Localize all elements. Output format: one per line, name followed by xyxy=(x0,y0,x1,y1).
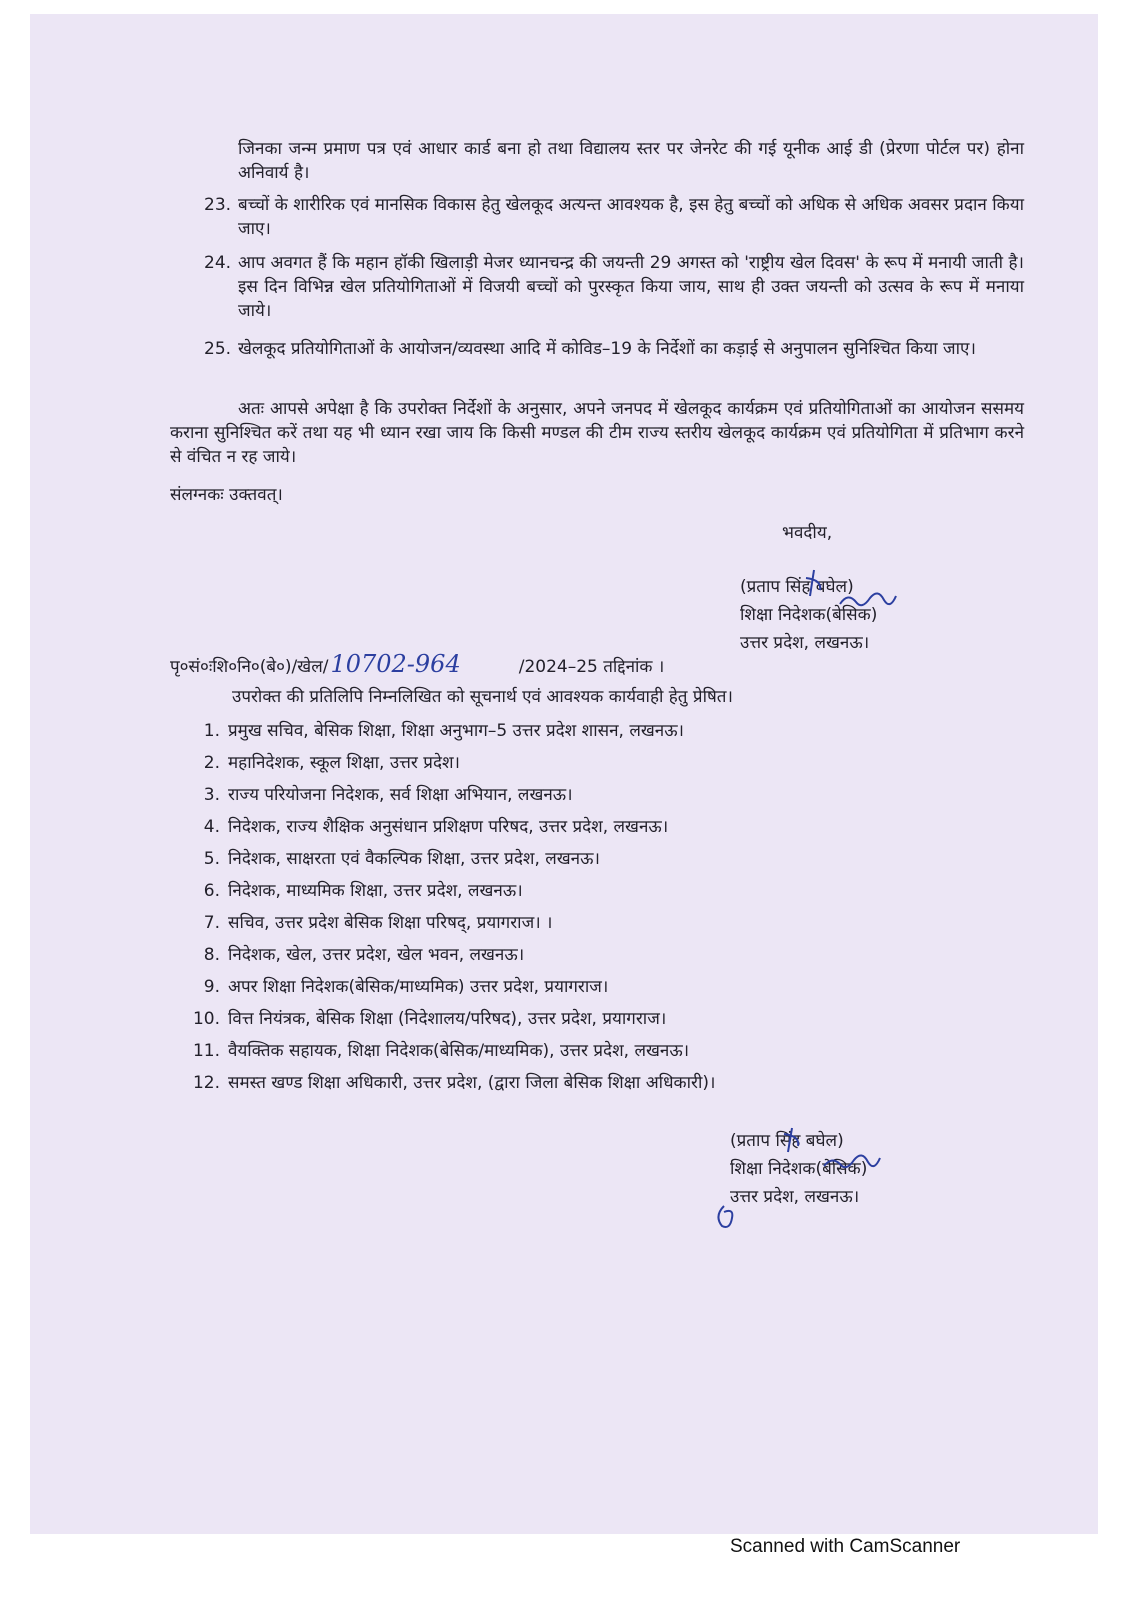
list-text: राज्य परियोजना निदेशक, सर्व शिक्षा अभियान, लखनऊ। xyxy=(228,785,573,805)
reference-line xyxy=(170,648,664,682)
point-number: 25. xyxy=(204,339,232,359)
list-number: 9. xyxy=(203,977,220,997)
list-number: 2. xyxy=(203,753,220,773)
list-number: 12. xyxy=(192,1073,220,1093)
list-text: निदेशक, साक्षरता एवं वैकल्पिक शिक्षा, उत्तर प्रदेश, लखनऊ। xyxy=(228,849,600,869)
point-text: खेलकूद प्रतियोगिताओं के आयोजन/व्यवस्था आदि में कोविड–19 के निर्देशों का कड़ाई से अनुपालन सुनिश्चित किया जाए। xyxy=(238,339,976,359)
list-number: 10. xyxy=(192,1009,220,1029)
point-number: 23. xyxy=(204,195,232,215)
point-text: आप अवगत हैं कि महान हॉकी खिलाड़ी मेजर ध्यानचन्द्र की जयन्ती 29 अगस्त को 'राष्ट्रीय खेल दिवस' के रूप में मनायी जाती है। इस दिन विभिन्न खेल प्रतियोगिताओं में विजयी बच्चों को पुरस्कृत किया जाय, साथ ही उक्त जयन्ती को उत्सव के रूप में मनाया जाये। xyxy=(238,253,1024,321)
list-number: 7. xyxy=(203,913,220,933)
list-text: समस्त खण्ड शिक्षा अधिकारी, उत्तर प्रदेश, (द्वारा जिला बेसिक शिक्षा अधिकारी)। xyxy=(228,1073,716,1093)
list-item xyxy=(190,976,608,1000)
reference-prefix: पृ०सं०ःशि०नि०(बे०)/खेल/ xyxy=(170,657,329,677)
handwritten-dispatch-number: 10702-964 xyxy=(330,650,461,678)
scanner-watermark: Scanned with CamScanner xyxy=(730,1536,961,1557)
list-item xyxy=(190,1008,666,1032)
list-number: 11. xyxy=(192,1041,220,1061)
list-item xyxy=(190,816,668,840)
list-item xyxy=(190,848,600,872)
list-number: 3. xyxy=(203,785,220,805)
list-number: 1. xyxy=(203,721,220,741)
signatory-designation: शिक्षा निदेशक(बेसिक) xyxy=(730,1159,868,1179)
continuation-paragraph: जिनका जन्म प्रमाण पत्र एवं आधार कार्ड बना हो तथा विद्यालय स्तर पर जेनरेट की गई यूनीक आई डी (प्रेरणा पोर्टल पर) होना अनिवार्य है। xyxy=(238,139,1024,183)
list-item xyxy=(190,912,553,936)
signatory-name: (प्रताप सिंह बघेल) xyxy=(740,577,854,597)
list-item xyxy=(190,1072,715,1096)
list-item xyxy=(190,720,684,744)
list-number: 8. xyxy=(203,945,220,965)
point-24 xyxy=(204,252,1024,323)
copy-intro: उपरोक्त की प्रतिलिपि निम्नलिखित को सूचनार्थ एवं आवश्यक कार्यवाही हेतु प्रेषित। xyxy=(232,687,733,707)
list-text: सचिव, उत्तर प्रदेश बेसिक शिक्षा परिषद्, प्रयागराज। । xyxy=(228,913,553,933)
list-text: प्रमुख सचिव, बेसिक शिक्षा, शिक्षा अनुभाग–5 उत्तर प्रदेश शासन, लखनऊ। xyxy=(228,721,684,741)
point-25 xyxy=(204,338,1024,362)
list-item xyxy=(190,1040,689,1064)
list-item xyxy=(190,752,460,776)
list-number: 5. xyxy=(203,849,220,869)
salutation: भवदीय, xyxy=(782,523,833,543)
list-number: 4. xyxy=(203,817,220,837)
signature-mark-1 xyxy=(800,566,910,626)
reference-suffix: /2024–25 तद्दिनांक । xyxy=(518,657,665,677)
signatory-location: उत्तर प्रदेश, लखनऊ। xyxy=(740,633,870,653)
list-number: 6. xyxy=(203,881,220,901)
signatory-name: (प्रताप सिंह बघेल) xyxy=(730,1131,844,1151)
point-23 xyxy=(204,194,1024,242)
list-text: निदेशक, राज्य शैक्षिक अनुसंधान प्रशिक्षण परिषद, उत्तर प्रदेश, लखनऊ। xyxy=(228,817,669,837)
closing-paragraph: अतः आपसे अपेक्षा है कि उपरोक्त निर्देशों के अनुसार, अपने जनपद में खेलकूद कार्यक्रम एवं प्रतियोगिताओं का आयोजन ससमय कराना सुनिश्चित करें तथा यह भी ध्यान रखा जाय कि किसी मण्डल की टीम राज्य स्तरीय खेलकूद कार्यक्रम एवं प्रतियोगिता में प्रतिभाग करने से वंचित न रह जाये। xyxy=(170,399,1024,467)
enclosure-note: संलग्नकः उक्तवत्। xyxy=(170,485,283,505)
list-text: निदेशक, माध्यमिक शिक्षा, उत्तर प्रदेश, लखनऊ। xyxy=(228,881,523,901)
list-item xyxy=(190,880,523,904)
point-number: 24. xyxy=(204,253,232,273)
signature-mark-2 xyxy=(700,1122,920,1232)
list-text: वित्त नियंत्रक, बेसिक शिक्षा (निदेशालय/परिषद), उत्तर प्रदेश, प्रयागराज। xyxy=(228,1009,667,1029)
list-text: महानिदेशक, स्कूल शिक्षा, उत्तर प्रदेश। xyxy=(228,753,460,773)
list-text: निदेशक, खेल, उत्तर प्रदेश, खेल भवन, लखनऊ। xyxy=(228,945,525,965)
signatory-location: उत्तर प्रदेश, लखनऊ। xyxy=(730,1187,860,1207)
point-text: बच्चों के शारीरिक एवं मानसिक विकास हेतु खेलकूद अत्यन्त आवश्यक है, इस हेतु बच्चों को अधिक से अधिक अवसर प्रदान किया जाए। xyxy=(238,195,1024,239)
list-text: वैयक्तिक सहायक, शिक्षा निदेशक(बेसिक/माध्यमिक), उत्तर प्रदेश, लखनऊ। xyxy=(228,1041,690,1061)
list-item xyxy=(190,784,573,808)
signatory-designation: शिक्षा निदेशक(बेसिक) xyxy=(740,605,878,625)
list-item xyxy=(190,944,524,968)
list-text: अपर शिक्षा निदेशक(बेसिक/माध्यमिक) उत्तर प्रदेश, प्रयागराज। xyxy=(228,977,609,997)
